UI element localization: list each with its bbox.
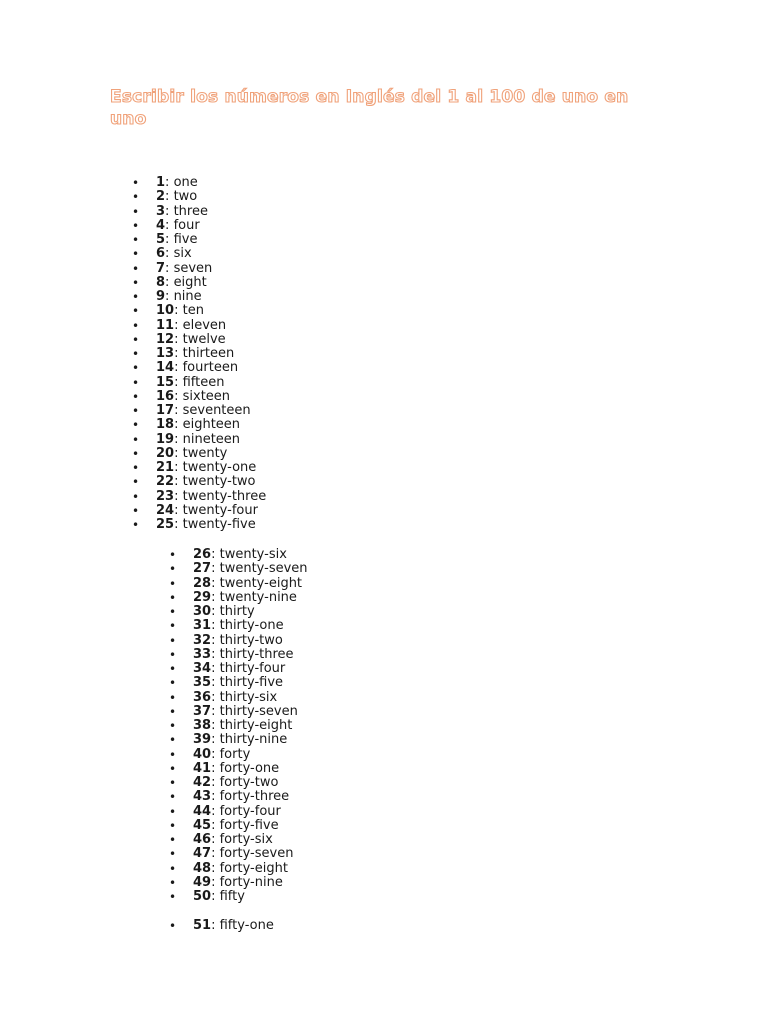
number-word: forty-six: [219, 832, 273, 847]
number-value: 28: [193, 575, 212, 591]
list-item: [193, 705, 308, 719]
number-value: 45: [193, 817, 212, 833]
number-word: thirty-two: [219, 632, 283, 648]
list-item: [193, 719, 308, 733]
list-item: [193, 790, 308, 804]
number-word: eleven: [182, 317, 227, 333]
number-value: 22: [156, 474, 175, 490]
separator: :: [174, 317, 183, 333]
separator: :: [174, 403, 183, 418]
number-word: two: [173, 189, 198, 205]
number-word: twenty-five: [182, 517, 256, 532]
number-value: 15: [156, 374, 175, 390]
separator: :: [211, 789, 220, 805]
number-value: 38: [193, 718, 212, 733]
list-item: [156, 390, 266, 404]
number-word: seventeen: [182, 403, 251, 418]
number-value: 25: [156, 517, 175, 532]
number-value: 34: [193, 661, 212, 676]
number-word: forty-eight: [219, 860, 288, 876]
list-item: [156, 504, 266, 518]
number-word: twenty-three: [182, 488, 267, 504]
separator: :: [174, 417, 183, 433]
list-item: [156, 447, 266, 461]
number-value: 4: [156, 217, 166, 233]
number-value: 39: [193, 732, 212, 748]
number-value: 49: [193, 874, 212, 890]
number-word: twenty-nine: [219, 589, 297, 605]
list-item: [156, 404, 266, 418]
number-value: 9: [156, 289, 166, 304]
list-item: [193, 876, 308, 890]
number-word: forty-nine: [219, 874, 283, 890]
number-word: thirty-five: [219, 675, 284, 691]
separator: :: [211, 832, 220, 847]
separator: :: [211, 846, 220, 862]
number-value: 32: [193, 632, 212, 648]
number-word: nineteen: [182, 431, 241, 447]
number-value: 11: [156, 317, 175, 333]
number-value: 17: [156, 403, 175, 418]
list-item: [193, 890, 308, 904]
number-word: three: [173, 203, 208, 219]
number-word: nine: [173, 289, 202, 304]
separator: :: [211, 817, 220, 833]
number-word: forty-three: [219, 789, 290, 805]
number-value: 35: [193, 675, 212, 691]
list-item: [156, 304, 266, 318]
separator: :: [211, 589, 220, 605]
separator: :: [211, 874, 220, 890]
number-word: thirty-three: [219, 646, 294, 662]
number-word: eight: [173, 274, 207, 290]
separator: :: [211, 860, 220, 876]
number-value: 44: [193, 803, 212, 819]
list-item: [156, 376, 266, 390]
number-word: seven: [173, 260, 213, 276]
list-item: [193, 548, 308, 562]
list-item: [193, 847, 308, 861]
number-value: 10: [156, 303, 175, 319]
list-item: [156, 205, 266, 219]
list-item: [193, 605, 308, 619]
number-word: twenty-eight: [219, 575, 303, 591]
separator: :: [174, 346, 183, 361]
separator: :: [211, 775, 220, 790]
separator: :: [165, 274, 174, 290]
separator: :: [165, 260, 174, 276]
number-word: twenty: [182, 445, 228, 461]
list-item: [193, 676, 308, 690]
number-value: 3: [156, 203, 166, 219]
separator: :: [174, 388, 183, 404]
number-word: thirty: [219, 604, 255, 619]
list-item: [156, 319, 266, 333]
number-word: thirty-nine: [219, 732, 288, 748]
number-value: 19: [156, 431, 175, 447]
number-word: fifteen: [182, 374, 225, 390]
number-list-1-25: [156, 176, 266, 532]
separator: :: [211, 689, 220, 705]
separator: :: [211, 703, 220, 719]
number-word: ten: [182, 303, 204, 319]
separator: :: [174, 445, 183, 461]
separator: :: [165, 232, 174, 247]
list-item: [156, 490, 266, 504]
separator: :: [211, 675, 220, 691]
number-word: thirteen: [182, 346, 235, 361]
separator: :: [211, 618, 220, 634]
separator: :: [165, 246, 174, 262]
separator: :: [211, 632, 220, 648]
number-value: 42: [193, 775, 212, 790]
list-item: [156, 433, 266, 447]
list-item: [193, 776, 308, 790]
separator: :: [211, 547, 220, 562]
number-value: 37: [193, 703, 212, 719]
number-value: 50: [193, 889, 212, 904]
separator: :: [165, 189, 174, 205]
number-value: 47: [193, 846, 212, 862]
list-item: [156, 518, 266, 532]
number-value: 18: [156, 417, 175, 433]
separator: :: [211, 746, 220, 762]
list-item: [193, 691, 308, 705]
list-item: [193, 648, 308, 662]
number-value: 2: [156, 189, 166, 205]
number-word: forty-five: [219, 817, 279, 833]
number-word: thirty-one: [219, 618, 284, 634]
list-item: [193, 805, 308, 819]
number-word: six: [173, 246, 192, 262]
list-item: [156, 276, 266, 290]
list-item: [193, 733, 308, 747]
number-value: 5: [156, 232, 166, 247]
number-value: 27: [193, 561, 212, 577]
number-word: sixteen: [182, 388, 231, 404]
list-item: [156, 347, 266, 361]
number-value: 51: [193, 918, 212, 933]
separator: :: [165, 289, 174, 304]
number-value: 48: [193, 860, 212, 876]
number-word: twenty-one: [182, 460, 257, 475]
list-item: [193, 634, 308, 648]
number-word: forty: [219, 746, 251, 762]
number-word: five: [173, 232, 198, 247]
list-item: [156, 176, 266, 190]
number-word: twelve: [182, 331, 226, 347]
separator: :: [165, 175, 174, 190]
number-word: twenty-seven: [219, 561, 308, 577]
number-word: twenty-two: [182, 474, 256, 490]
separator: :: [211, 718, 220, 733]
separator: :: [174, 517, 183, 532]
separator: :: [174, 374, 183, 390]
list-item: [193, 591, 308, 605]
number-word: forty-four: [219, 803, 281, 819]
list-item: [193, 577, 308, 591]
number-value: 33: [193, 646, 212, 662]
list-item: [156, 475, 266, 489]
list-item: [193, 862, 308, 876]
list-item: [193, 619, 308, 633]
number-word: twenty-four: [182, 502, 258, 518]
list-item: [193, 833, 308, 847]
number-value: 1: [156, 175, 166, 190]
number-value: 40: [193, 746, 212, 762]
number-value: 43: [193, 789, 212, 805]
number-value: 26: [193, 547, 212, 562]
list-item: [156, 233, 266, 247]
number-word: fifty-one: [219, 918, 274, 933]
separator: :: [211, 732, 220, 748]
separator: :: [211, 918, 220, 933]
number-word: thirty-six: [219, 689, 278, 705]
list-item: [156, 361, 266, 375]
number-value: 14: [156, 360, 175, 376]
number-word: thirty-four: [219, 661, 286, 676]
number-value: 20: [156, 445, 175, 461]
list-item: [193, 562, 308, 576]
number-word: fifty: [219, 889, 245, 904]
list-item: [193, 762, 308, 776]
separator: :: [211, 760, 220, 776]
number-list-26-50: [193, 548, 308, 904]
list-item: [193, 748, 308, 762]
number-value: 16: [156, 388, 175, 404]
number-word: forty-two: [219, 775, 279, 790]
number-word: forty-seven: [219, 846, 294, 862]
separator: :: [174, 502, 183, 518]
list-item: [156, 418, 266, 432]
separator: :: [165, 203, 174, 219]
number-value: 30: [193, 604, 212, 619]
number-value: 23: [156, 488, 175, 504]
separator: :: [211, 803, 220, 819]
separator: :: [174, 331, 183, 347]
number-value: 29: [193, 589, 212, 605]
list-item: [193, 819, 308, 833]
number-word: four: [173, 217, 200, 233]
number-word: thirty-seven: [219, 703, 298, 719]
list-item: [193, 919, 274, 933]
number-value: 36: [193, 689, 212, 705]
separator: :: [211, 889, 220, 904]
separator: :: [211, 561, 220, 577]
number-value: 13: [156, 346, 175, 361]
separator: :: [174, 474, 183, 490]
number-value: 31: [193, 618, 212, 634]
number-word: forty-one: [219, 760, 280, 776]
list-item: [156, 262, 266, 276]
list-item: [156, 333, 266, 347]
number-word: fourteen: [182, 360, 239, 376]
list-item: [156, 219, 266, 233]
separator: :: [174, 460, 183, 475]
number-list-51: [193, 919, 274, 933]
number-value: 41: [193, 760, 212, 776]
number-value: 7: [156, 260, 166, 276]
separator: :: [174, 360, 183, 376]
list-item: [156, 190, 266, 204]
separator: :: [174, 303, 183, 319]
number-word: twenty-six: [219, 547, 287, 562]
separator: :: [174, 488, 183, 504]
number-value: 46: [193, 832, 212, 847]
list-item: [193, 662, 308, 676]
separator: :: [211, 646, 220, 662]
number-word: thirty-eight: [219, 718, 293, 733]
number-value: 6: [156, 246, 166, 262]
separator: :: [211, 661, 220, 676]
list-item: [156, 247, 266, 261]
number-value: 21: [156, 460, 175, 475]
number-value: 8: [156, 274, 166, 290]
separator: :: [211, 575, 220, 591]
page-title: Escribir los números en Inglés del 1 al 100 de uno en uno: [110, 87, 629, 129]
list-item: [156, 461, 266, 475]
number-word: eighteen: [182, 417, 241, 433]
separator: :: [165, 217, 174, 233]
separator: :: [174, 431, 183, 447]
number-word: one: [173, 175, 198, 190]
list-item: [156, 290, 266, 304]
number-value: 24: [156, 502, 175, 518]
separator: :: [211, 604, 220, 619]
number-value: 12: [156, 331, 175, 347]
